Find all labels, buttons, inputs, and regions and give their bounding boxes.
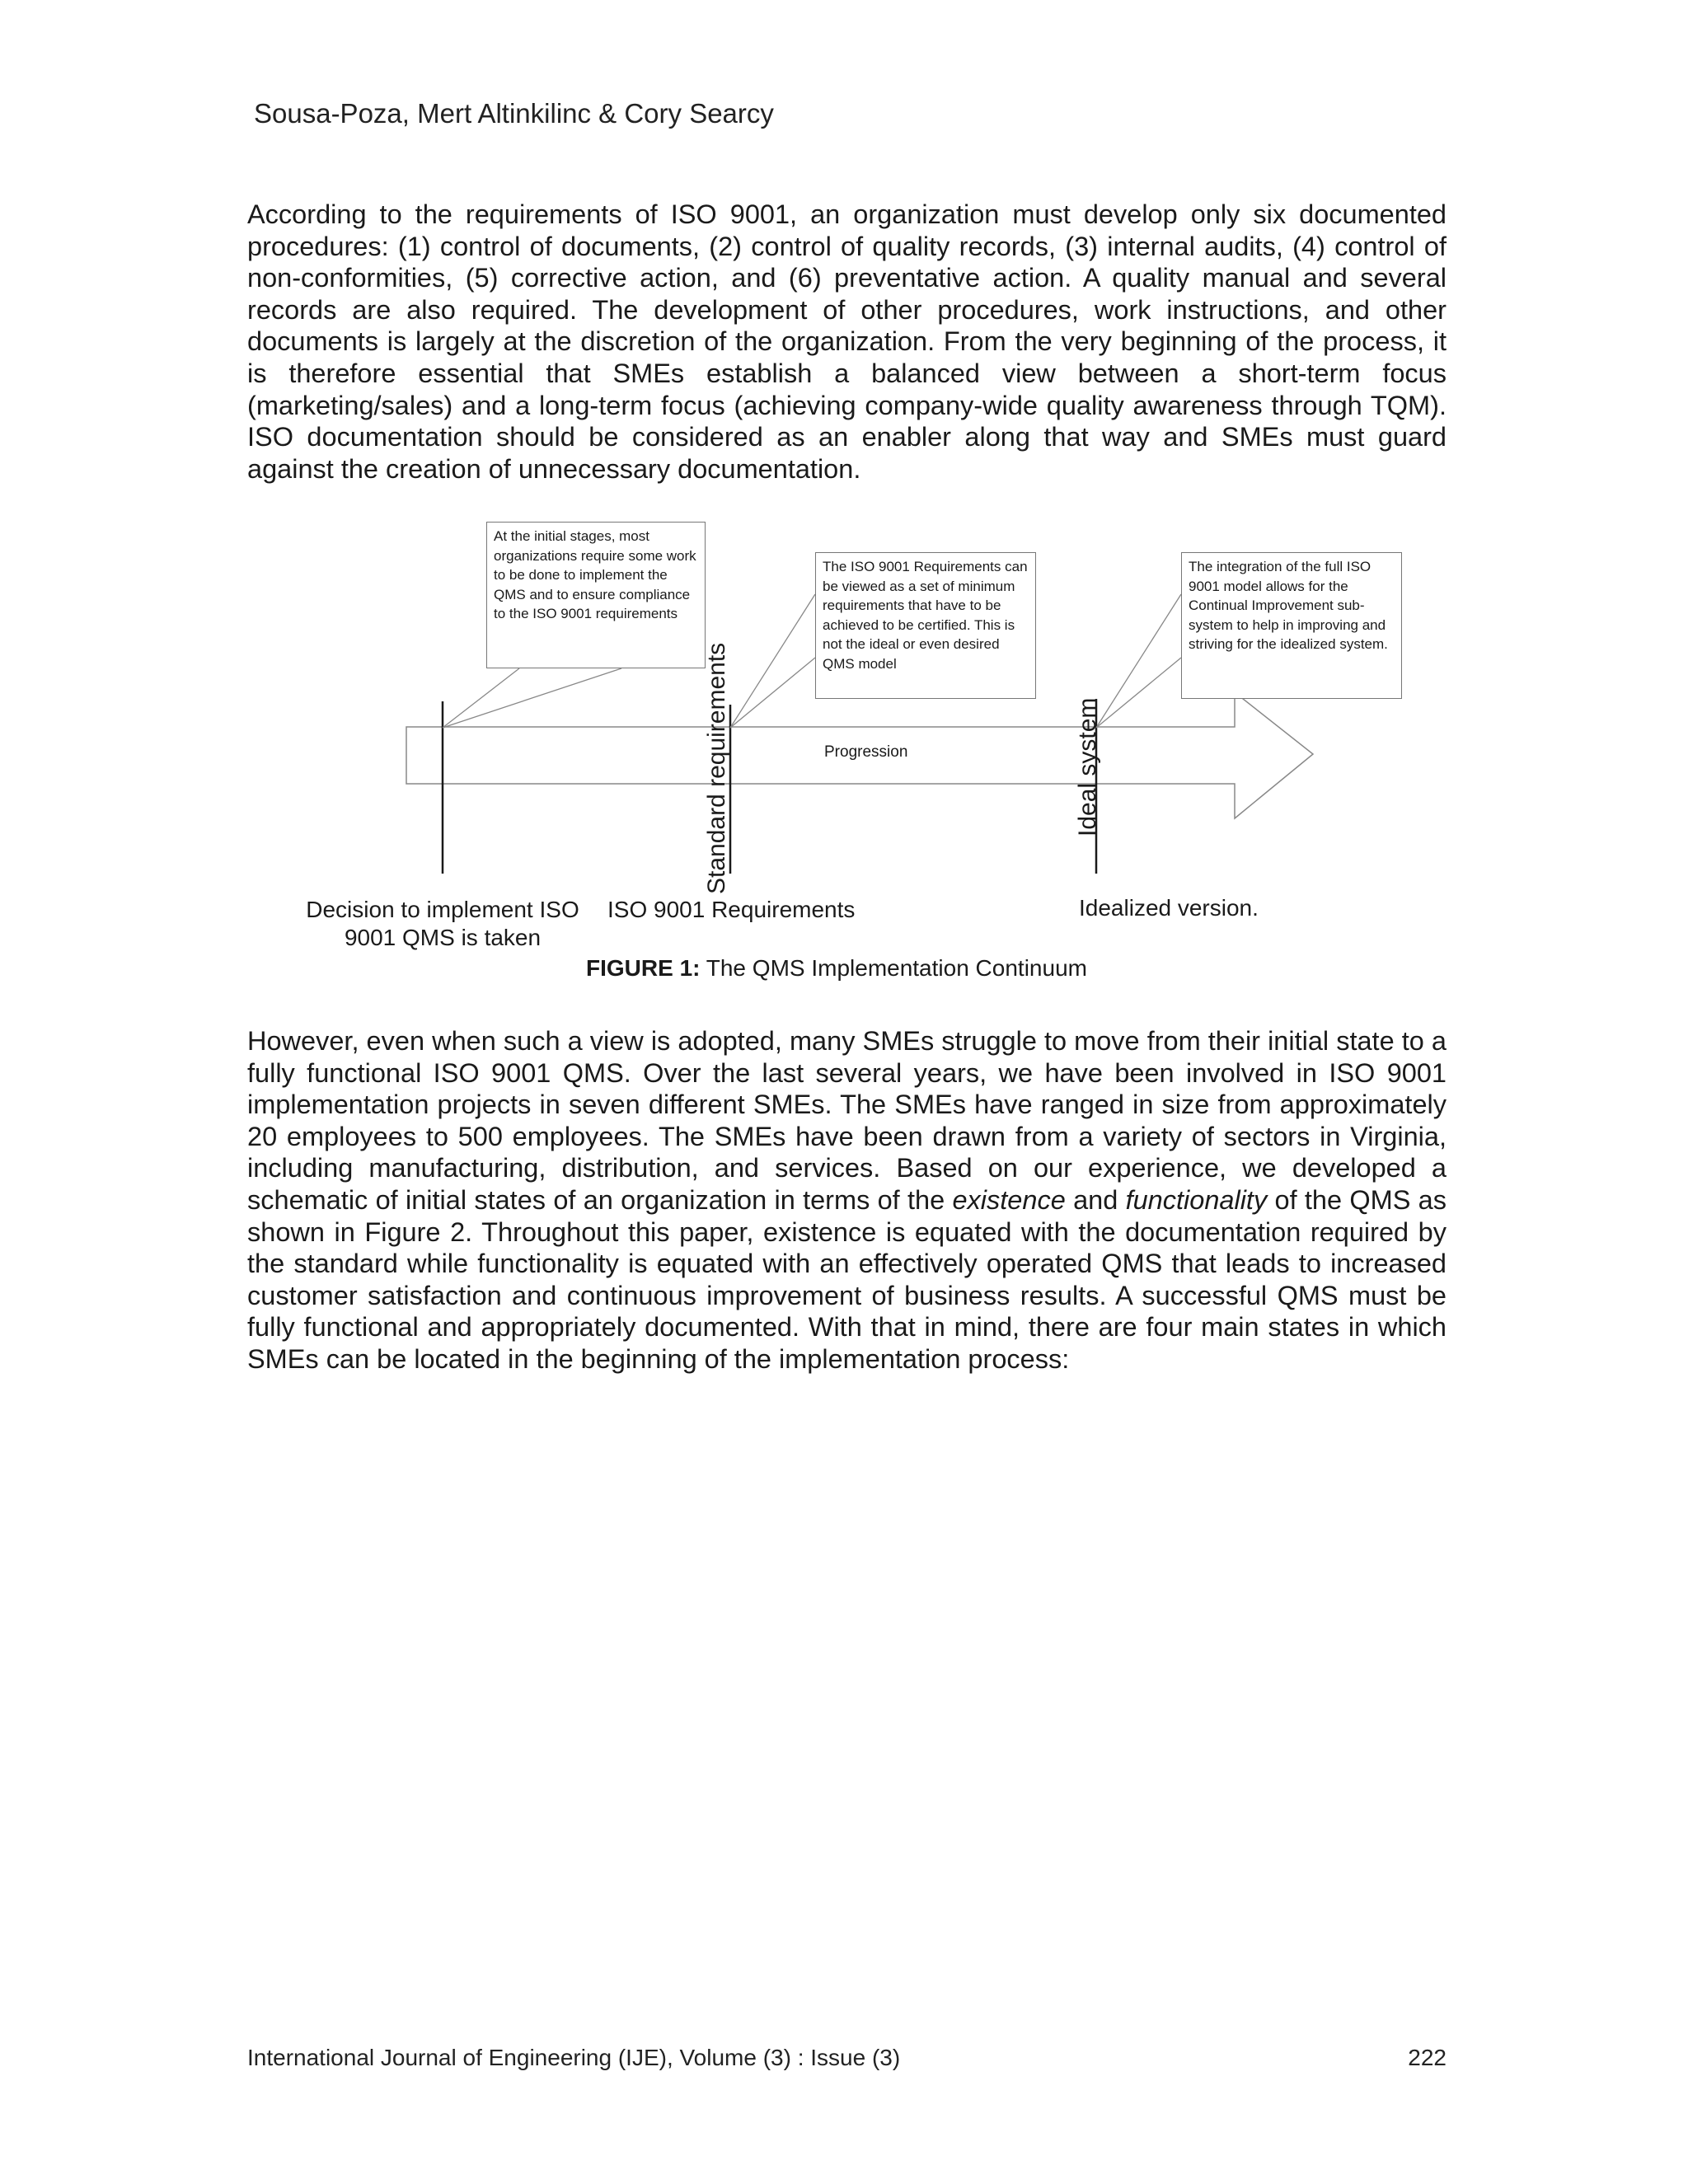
body-paragraph-1: According to the requirements of ISO 9001, an organization must develop only six documented procedures: (1) control of documents, (2) control of quality records, (3) internal audits, (4) control of non-conformities, (5) corrective action, and (6) preventative action. A quality manual and several records are also required. The development of other procedures, work instructions, and other documents is largely at the discretion of the organization. From the very beginning of the process, it is therefore essential that SMEs establish a balanced view between a short-term focus (marketing/sales) and a long-term focus (achieving company-wide quality awareness through TQM). ISO documentation should be considered as an enabler along that way and SMEs must guard against the creation of unnecessary documentation. bbox=[247, 199, 1447, 484]
running-header: Sousa-Poza, Mert Altinkilinc & Cory Searcy bbox=[254, 98, 774, 129]
body-paragraph-2 bbox=[247, 1025, 1447, 1376]
paragraph-2-existence: existence bbox=[952, 1184, 1066, 1215]
ideal-system-label: Ideal system bbox=[1074, 697, 1101, 837]
callout-1-pointer-b bbox=[443, 668, 621, 728]
paragraph-2-part-3: of the QMS as shown in Figure 2. Throughout this paper, existence is equated with the documentation required by the standard while functionality is equated with an effectively operated QMS that leads to increased customer satisfaction and continuous improvement of business results. A successful QMS must be fully functional and appropriately documented. With that in mind, there are four main states in which SMEs can be located in the beginning of the implementation process: bbox=[247, 1184, 1447, 1374]
paragraph-2-part-2: and bbox=[1065, 1184, 1126, 1215]
journal-citation: International Journal of Engineering (IJE), Volume (3) : Issue (3) bbox=[247, 2045, 901, 2070]
callout-1-pointer-a bbox=[443, 668, 519, 728]
idealized-version-label: Idealized version. bbox=[1079, 895, 1259, 921]
paragraph-2-part-1: However, even when such a view is adopted, many SMEs struggle to move from their initial state to a fully functional ISO 9001 QMS. Over the last several years, we have been involved in ISO 9001 implementation projects in seven different SMEs. The SMEs have ranged in size from approximately 20 employees to 500 employees. The SMEs have been drawn from a variety of sectors in Virginia, including manufacturing, distribution, and services. Based on our experience, we developed a schematic of initial states of an organization in terms of the bbox=[247, 1026, 1447, 1215]
callout-2-pointer-b bbox=[730, 658, 815, 728]
page-number: 222 bbox=[1408, 2045, 1447, 2070]
callout-2-pointer-a bbox=[730, 594, 815, 728]
callout-3-pointer-a bbox=[1096, 594, 1181, 728]
callout-3-pointer-b bbox=[1096, 658, 1181, 728]
callout-iso-requirements: The ISO 9001 Requirements can be viewed as a set of minimum requirements that have to be achieved to be certified. This is not the ideal or even desired QMS model bbox=[815, 552, 1036, 699]
decision-label-line-1: Decision to implement ISO bbox=[306, 897, 579, 922]
paragraph-2-functionality: functionality bbox=[1125, 1184, 1268, 1215]
decision-label-line-2: 9001 QMS is taken bbox=[344, 925, 542, 950]
standard-requirements-label: Standard requirements bbox=[703, 642, 730, 894]
decision-label bbox=[302, 896, 583, 952]
iso-requirements-label: ISO 9001 Requirements bbox=[607, 897, 856, 922]
figure-caption bbox=[247, 955, 1426, 982]
page-footer bbox=[247, 2044, 1447, 2072]
figure-caption-text: The QMS Implementation Continuum bbox=[700, 955, 1087, 981]
callout-initial-stages: At the initial stages, most organizations require some work to be done to implement the QMS and to ensure compliance to the ISO 9001 requirements bbox=[486, 522, 706, 668]
figure-caption-number: FIGURE 1: bbox=[586, 955, 701, 981]
progression-label: Progression bbox=[824, 743, 908, 761]
figure-1 bbox=[247, 515, 1447, 993]
callout-integration: The integration of the full ISO 9001 model allows for the Continual Improvement sub-system to help in improving and striving for the idealized system. bbox=[1181, 552, 1402, 699]
